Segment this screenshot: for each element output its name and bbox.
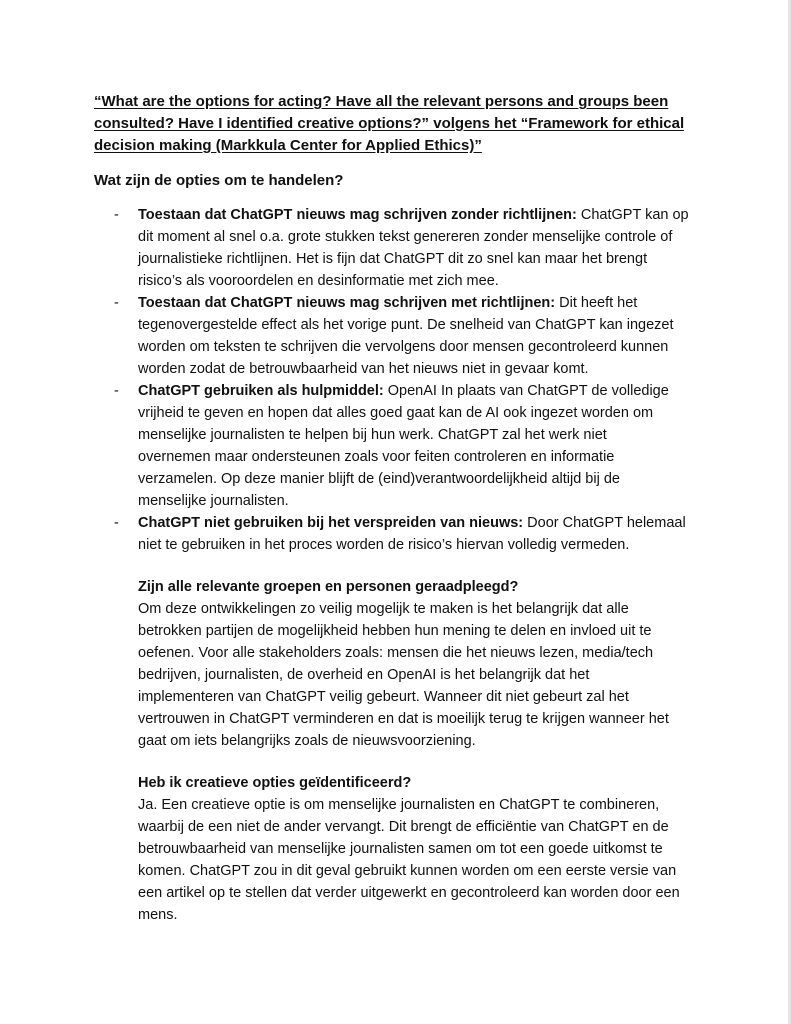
option-first-line: [138, 292, 704, 314]
list-item: [94, 204, 704, 292]
option-text: dit moment al snel o.a. grote stukken tekst genereren zonder menselijke controle of: [138, 229, 673, 245]
option-text: Dit heeft het: [555, 295, 638, 311]
section-creative: [138, 772, 704, 926]
title-line: consulted? Have I identified creative options?” volgens het “Framework for ethical: [94, 115, 685, 132]
bullet-dash: -: [114, 295, 119, 311]
paragraph-line: komen. ChatGPT zou in dit geval gebruikt kunnen worden om een eerste versie van: [138, 863, 677, 879]
options-list: [94, 204, 704, 556]
option-text: tegenovergestelde effect als het vorige punt. De snelheid van ChatGPT kan ingezet: [138, 317, 674, 333]
option-text: OpenAI In plaats van ChatGPT de volledige: [383, 383, 669, 399]
document-content: [94, 91, 704, 926]
paragraph-line: vertrouwen in ChatGPT verminderen en dat is moeilijk terug te krijgen wanneer het: [138, 711, 669, 727]
paragraph-line: Om deze ontwikkelingen zo veilig mogelijk te maken is het belangrijk dat alle: [138, 601, 629, 617]
option-label: Toestaan dat ChatGPT nieuws mag schrijven zonder richtlijnen:: [138, 207, 577, 223]
paragraph-line: betrokken partijen de mogelijkheid hebben hun mening te delen en invloed uit te: [138, 623, 652, 639]
section-consulted: [138, 576, 704, 752]
list-item: [94, 512, 704, 556]
paragraph-line: implementeren van ChatGPT veilig gebeurt. Wanneer dit niet gebeurt zal het: [138, 689, 629, 705]
option-first-line: [138, 380, 704, 402]
option-text: worden om teksten te schrijven die vervolgens door mensen gecontroleerd kunnen: [138, 339, 669, 355]
option-text: overnemen maar ondersteunen zoals voor feiten controleren en informatie: [138, 449, 615, 465]
option-first-line: [138, 204, 704, 226]
paragraph-line: een artikel op te stellen dat verder uitgewerkt en gecontroleerd kan worden door een: [138, 885, 680, 901]
option-text: risico’s als vooroordelen en desinformatie met zich mee.: [138, 273, 499, 289]
paragraph-line: gaat om iets belangrijks zoals de nieuwsvoorziening.: [138, 733, 476, 749]
bullet-dash: -: [114, 515, 119, 531]
section-options-heading: Wat zijn de opties om te handelen?: [94, 172, 344, 189]
bullet-dash: -: [114, 207, 119, 223]
section-consulted-heading: Zijn alle relevante groepen en personen geraadpleegd?: [138, 579, 519, 595]
list-item: [94, 380, 704, 512]
option-label: Toestaan dat ChatGPT nieuws mag schrijven met richtlijnen:: [138, 295, 556, 311]
paragraph-line: waarbij de een niet de ander vervangt. Dit brengt de efficiëntie van ChatGPT en de: [138, 819, 669, 835]
bullet-dash: -: [114, 383, 119, 399]
title-line: decision making (Markkula Center for Applied Ethics)”: [94, 137, 482, 154]
title-line: “What are the options for acting? Have all the relevant persons and groups been: [94, 93, 669, 110]
paragraph-line: betrouwbaarheid van menselijke journalisten samen om tot een goede uitkomst te: [138, 841, 663, 857]
option-text: ChatGPT kan op: [576, 207, 689, 223]
option-text: Door ChatGPT helemaal: [523, 515, 686, 531]
option-label: ChatGPT niet gebruiken bij het verspreiden van nieuws:: [138, 515, 524, 531]
option-text: verzamelen. Op deze manier blijft de (eind)verantwoordelijkheid altijd bij de: [138, 471, 620, 487]
document-title: [94, 91, 704, 157]
option-text: worden zodat de betrouwbaarheid van het nieuws niet in gevaar komt.: [138, 361, 589, 377]
paragraph-line: bedrijven, journalisten, de overheid en OpenAI is het belangrijk dat het: [138, 667, 590, 683]
section-creative-heading: Heb ik creatieve opties geïdentificeerd?: [138, 775, 412, 791]
option-text: niet te gebruiken in het proces worden de risico’s hiervan volledig vermeden.: [138, 537, 630, 553]
list-item: [94, 292, 704, 380]
paragraph-line: Ja. Een creatieve optie is om menselijke journalisten en ChatGPT te combineren,: [138, 797, 660, 813]
option-first-line: [138, 512, 704, 534]
option-label: ChatGPT gebruiken als hulpmiddel:: [138, 383, 384, 399]
paragraph-line: mens.: [138, 907, 178, 923]
option-text: journalistieke richtlijnen. Het is fijn dat ChatGPT dit zo snel kan maar het brengt: [138, 251, 648, 267]
option-text: menselijke journalisten te helpen bij hun werk. ChatGPT zal het werk niet: [138, 427, 607, 443]
paragraph-line: oefenen. Voor alle stakeholders zoals: mensen die het nieuws lezen, media/tech: [138, 645, 654, 661]
option-text: menselijke journalisten.: [138, 493, 289, 509]
option-text: vrijheid te geven en hopen dat alles goed gaat kan de AI ook ingezet worden om: [138, 405, 654, 421]
